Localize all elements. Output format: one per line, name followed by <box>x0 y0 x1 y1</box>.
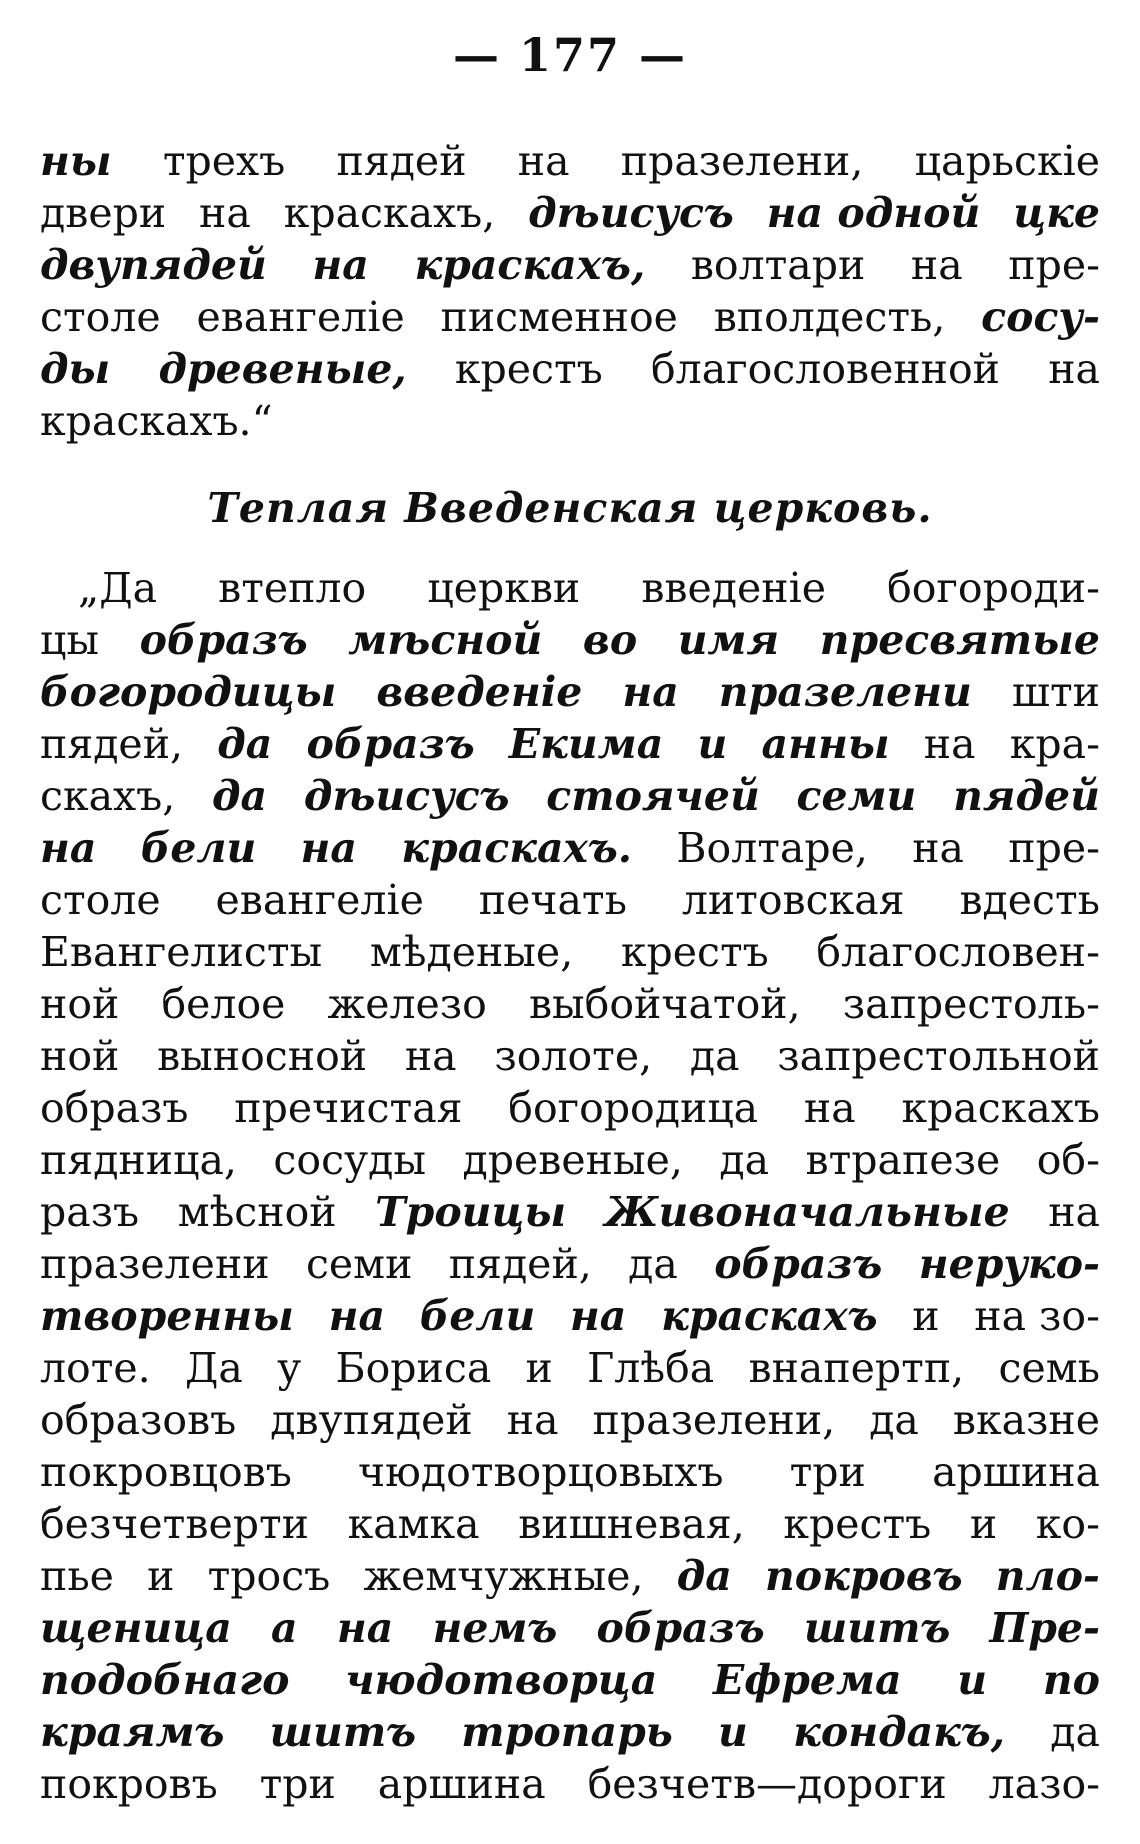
word: тросъ <box>207 1552 331 1600</box>
italic-word: образъ <box>139 616 308 664</box>
text-line <box>40 1394 1100 1446</box>
word: благословенной <box>650 345 1001 393</box>
italic-word: и <box>697 720 728 768</box>
word: царьскіе <box>914 137 1100 185</box>
word: на <box>1048 345 1100 393</box>
word: пре- <box>1008 824 1100 872</box>
word: белое <box>161 980 286 1028</box>
word: Евангелисты <box>40 928 323 976</box>
word: столе <box>40 876 161 924</box>
italic-word: пло- <box>995 1552 1100 1600</box>
word: да <box>719 1136 770 1184</box>
word: три <box>789 1448 866 1496</box>
italic-word: да <box>212 772 268 820</box>
italic-word: краскахъ, <box>414 241 646 289</box>
word: Волтаре, <box>676 824 868 872</box>
text-line <box>40 135 1100 187</box>
italic-word: стоячей <box>546 772 760 820</box>
paragraph-top <box>40 135 1100 447</box>
word: на <box>199 189 251 237</box>
paragraph-main <box>40 562 1100 1810</box>
text-line <box>40 1186 1100 1238</box>
text-line <box>40 770 1100 822</box>
italic-word: древеные, <box>158 345 407 393</box>
italic-word: на <box>569 1292 627 1340</box>
word: да <box>689 1032 740 1080</box>
italic-word: шитъ <box>269 1708 417 1756</box>
text-line <box>40 1342 1100 1394</box>
word: жемчужные, <box>363 1552 644 1600</box>
italic-word: во <box>582 616 638 664</box>
italic-word: кондакъ, <box>793 1708 1005 1756</box>
word: да <box>1050 1708 1100 1756</box>
word: вполдесть, <box>713 293 946 341</box>
text-line <box>40 718 1100 770</box>
word: выносной <box>157 1032 368 1080</box>
text-line <box>40 666 1100 718</box>
italic-word: цке <box>1013 189 1100 237</box>
text-line <box>40 1758 1100 1810</box>
word: покровъ <box>40 1760 218 1808</box>
word: ной <box>40 1032 120 1080</box>
word: пядница, <box>40 1136 237 1184</box>
word: чюдотворцовыхъ <box>358 1448 724 1496</box>
word: лазо- <box>988 1760 1100 1808</box>
text-line <box>40 1030 1100 1082</box>
text-line <box>40 343 1100 395</box>
word: Да <box>185 1344 243 1392</box>
word: пречистая <box>234 1084 463 1132</box>
text-line <box>40 614 1100 666</box>
word: пядей, <box>448 1240 592 1288</box>
italic-word: двупядей <box>40 241 267 289</box>
word: мѣсной <box>177 1188 337 1236</box>
text-line <box>40 1602 1100 1654</box>
italic-word: бели <box>419 1292 536 1340</box>
word: запрестоль- <box>842 980 1100 1028</box>
italic-word: по <box>1042 1656 1100 1704</box>
italic-word: имя <box>677 616 780 664</box>
word: на <box>910 241 963 289</box>
text-line <box>40 1550 1100 1602</box>
italic-word: дѣисусъ <box>528 189 734 237</box>
word: крестъ <box>620 928 769 976</box>
word: выбойчатой, <box>528 980 801 1028</box>
word: мѣденые, <box>369 928 574 976</box>
italic-word: да <box>217 720 273 768</box>
word: пядей, <box>40 720 184 768</box>
italic-word: творенны <box>40 1292 294 1340</box>
word: благословен- <box>816 928 1100 976</box>
text-line <box>40 239 1100 291</box>
text-line <box>40 1134 1100 1186</box>
text-line <box>40 1654 1100 1706</box>
word: крестъ <box>454 345 603 393</box>
italic-word: бели <box>140 824 257 872</box>
word: писменное <box>440 293 678 341</box>
word: празелени, <box>592 1396 836 1444</box>
italic-word: подобнаго <box>40 1656 290 1704</box>
italic-word: на <box>300 824 358 872</box>
text-line <box>40 395 1100 447</box>
word: аршина <box>377 1760 546 1808</box>
word: Бориса <box>335 1344 492 1392</box>
italic-word: на <box>622 668 679 716</box>
italic-word: празелени <box>718 668 972 716</box>
italic-word: Пре- <box>989 1604 1100 1652</box>
word: на <box>506 1396 559 1444</box>
italic-word: Троицы <box>375 1188 567 1236</box>
word: на <box>1048 1188 1100 1236</box>
word: печать <box>478 876 627 924</box>
word: шти <box>1011 668 1100 716</box>
word: богороди- <box>887 564 1100 612</box>
italic-word: введеніе <box>376 668 583 716</box>
italic-word: образъ <box>596 1604 765 1652</box>
text-line <box>40 1498 1100 1550</box>
word: литовская <box>681 876 905 924</box>
italic-word: ды <box>40 345 111 393</box>
italic-word: на <box>40 824 97 872</box>
word: трехъ <box>162 137 286 185</box>
word: и <box>969 1500 998 1548</box>
text-line <box>40 978 1100 1030</box>
italic-word: тропарь <box>461 1708 673 1756</box>
word: столе <box>40 293 161 341</box>
word: на зо- <box>974 1292 1100 1340</box>
text-line <box>40 926 1100 978</box>
word: празелени <box>40 1240 270 1288</box>
word: кра- <box>1009 720 1100 768</box>
word: двупядей <box>270 1396 473 1444</box>
word: краскахъ <box>901 1084 1100 1132</box>
word: церкви <box>427 564 581 612</box>
word: образовъ <box>40 1396 237 1444</box>
word: семь <box>998 1344 1100 1392</box>
italic-word: да <box>676 1552 732 1600</box>
word: образъ <box>40 1084 189 1132</box>
page-number: — 177 — <box>452 28 688 82</box>
italic-word: Екима <box>508 720 664 768</box>
word: лоте. <box>40 1344 151 1392</box>
word: покровцовъ <box>40 1448 292 1496</box>
word: на <box>517 137 570 185</box>
word: сосуды <box>273 1136 427 1184</box>
italic-word: на <box>312 241 369 289</box>
word: вдесть <box>959 876 1100 924</box>
text-line <box>40 1238 1100 1290</box>
italic-word: образъ <box>306 720 475 768</box>
italic-word: сосу- <box>981 293 1100 341</box>
word: пье <box>40 1552 114 1600</box>
word: евангеліе <box>196 293 405 341</box>
word: втрапезе <box>805 1136 1001 1184</box>
word: волтари <box>690 241 866 289</box>
word: введеніе <box>641 564 826 612</box>
word: железо <box>327 980 487 1028</box>
italic-word: пресвятые <box>819 616 1100 664</box>
text-line <box>40 874 1100 926</box>
italic-word: на <box>336 1604 394 1652</box>
italic-word: Ефрема <box>713 1656 902 1704</box>
word: Глѣба <box>587 1344 715 1392</box>
text-line <box>40 1082 1100 1134</box>
italic-word: пядей <box>953 772 1100 820</box>
italic-word: на одной <box>766 189 981 237</box>
text-line <box>40 1446 1100 1498</box>
word: вишневая, <box>518 1500 745 1548</box>
word: аршина <box>932 1448 1100 1496</box>
word: три <box>259 1760 336 1808</box>
word: богородица <box>508 1084 759 1132</box>
word: да <box>869 1396 919 1444</box>
word: на <box>923 720 976 768</box>
italic-word: нерукo- <box>918 1240 1100 1288</box>
word: разъ <box>40 1188 140 1236</box>
word: запрестольной <box>777 1032 1100 1080</box>
word: пре- <box>1008 241 1100 289</box>
italic-word: анны <box>761 720 890 768</box>
italic-word: и <box>718 1708 748 1756</box>
word: празелени, <box>620 137 864 185</box>
text-line <box>40 1706 1100 1758</box>
word: да <box>628 1240 678 1288</box>
italic-word: на <box>328 1292 386 1340</box>
italic-word: образъ <box>714 1240 883 1288</box>
italic-word: богородицы <box>40 668 337 716</box>
word: крестъ <box>783 1500 932 1548</box>
italic-word: дѣисусъ <box>303 772 510 820</box>
word: скахъ, <box>40 772 176 820</box>
word: у <box>277 1344 302 1392</box>
italic-word: краямъ <box>40 1708 225 1756</box>
word: золоте, <box>494 1032 653 1080</box>
italic-word: мѣсной <box>348 616 543 664</box>
word: камка <box>347 1500 480 1548</box>
word: краскахъ.“ <box>40 397 273 445</box>
italic-word: краскахъ <box>661 1292 878 1340</box>
word: „Да <box>78 564 158 612</box>
word: евангеліе <box>215 876 424 924</box>
word: краскахъ, <box>283 189 496 237</box>
italic-word: ны <box>40 137 112 185</box>
text-line <box>40 1290 1100 1342</box>
word: и <box>912 1292 940 1340</box>
italic-word: а <box>271 1604 298 1652</box>
section-heading: Теплая Введенская церковь. <box>207 484 933 532</box>
italic-word: покровъ <box>764 1552 963 1600</box>
word: древеные, <box>462 1136 683 1184</box>
italic-word: шитъ <box>803 1604 951 1652</box>
word: на <box>912 824 964 872</box>
word: безчетв—дороги <box>587 1760 947 1808</box>
text-line <box>40 562 1100 614</box>
word: семи <box>305 1240 413 1288</box>
word: и <box>525 1344 553 1392</box>
text-line <box>40 822 1100 874</box>
italic-word: Живоначальные <box>604 1188 1010 1236</box>
text-line <box>40 291 1100 343</box>
word: безчетверти <box>40 1500 309 1548</box>
word: двери <box>40 189 167 237</box>
word: об- <box>1036 1136 1100 1184</box>
word: на <box>404 1032 457 1080</box>
italic-word: немъ <box>432 1604 558 1652</box>
italic-word: краскахъ. <box>401 824 633 872</box>
italic-word: щеница <box>40 1604 232 1652</box>
word: вказне <box>952 1396 1100 1444</box>
word: ной <box>40 980 120 1028</box>
word: цы <box>40 616 99 664</box>
word: и <box>147 1552 175 1600</box>
text-line <box>40 187 1100 239</box>
word: внапертп, <box>748 1344 965 1392</box>
word: втепло <box>218 564 367 612</box>
italic-word: семи <box>796 772 917 820</box>
word: ко- <box>1035 1500 1100 1548</box>
italic-word: чюдотворца <box>345 1656 658 1704</box>
word: на <box>803 1084 856 1132</box>
word: пядей <box>336 137 467 185</box>
italic-word: и <box>957 1656 988 1704</box>
